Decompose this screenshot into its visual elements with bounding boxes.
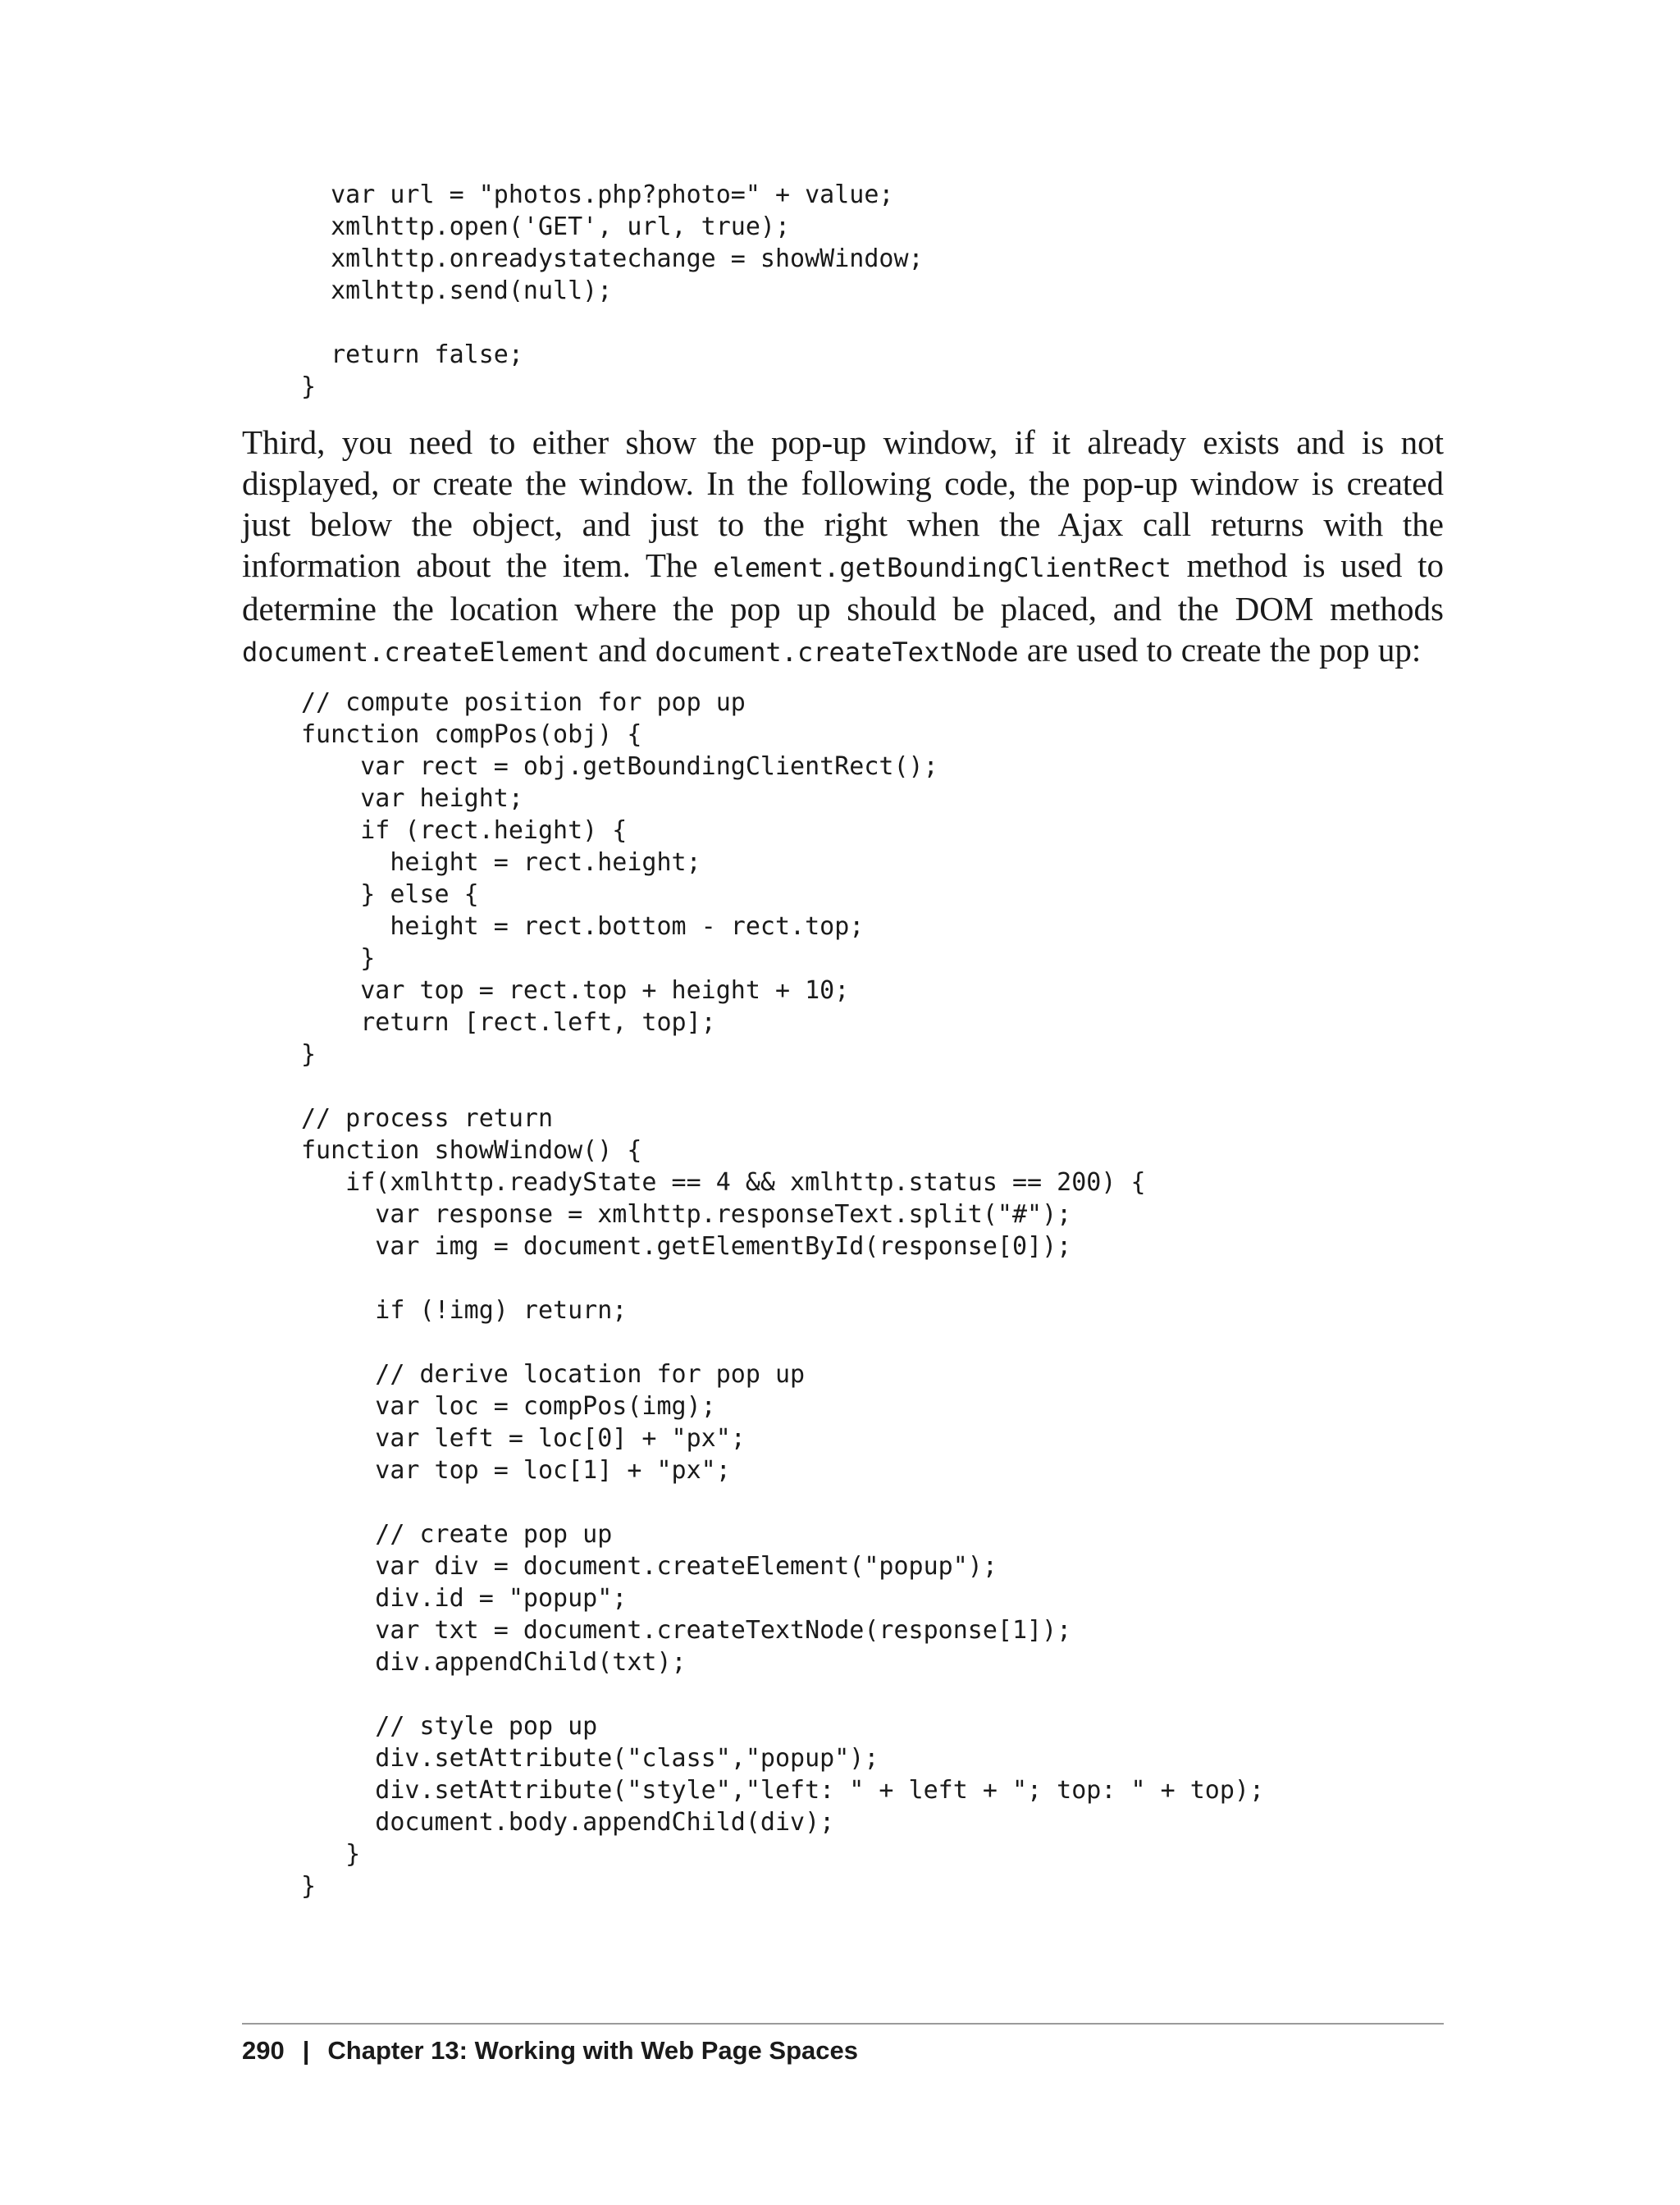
footer-divider <box>242 2023 1444 2025</box>
inline-code-getboundingclientrect: element.getBoundingClientRect <box>713 552 1171 583</box>
code-listing-main: // compute position for pop up function compPos(obj) { var rect = obj.getBoundingClientRect(); var height; if (rect.height) { height = rect.height; } else { height = rect.bottom - rect.top; } var top = rect.top + height + 10; return [rect.left, top]; } // process return function showWindow() { if(xmlhttp.readyState == 4 && xmlhttp.status == 200) { var response = xmlhttp.responseText.split("#"); var img = document.getElementById(response[0]); if (!img) return; // derive location for pop up var loc = compPos(img); var left = loc[0] + "px"; var top = loc[1] + "px"; // create pop up var div = document.createElement("popup"); div.id = "popup"; var txt = document.createTextNode(response[1]); div.appendChild(txt); // style pop up div.setAttribute("class","popup"); div.setAttribute("style","left: " + left + "; top: " + top); document.body.appendChild(div); } } <box>301 688 1264 1901</box>
code-listing-top: var url = "photos.php?photo=" + value; xmlhttp.open('GET', url, true); xmlhttp.onreadystatechange = showWindow; xmlhttp.send(null); return false; } <box>301 180 924 401</box>
inline-code-createelement: document.createElement <box>242 637 590 668</box>
page-footer <box>242 2033 858 2069</box>
inline-code-createtextnode: document.createTextNode <box>655 637 1019 668</box>
paragraph-text-1: Third, you need to either show the pop-up window, if it already exists and is not displayed, or create the window. In the following code, the pop-up window is created just below the object, and just to the right when the Ajax call returns with the information about the item. The <box>242 423 1444 584</box>
chapter-title: Chapter 13: Working with Web Page Spaces <box>327 2036 858 2065</box>
paragraph-text-3: and <box>589 631 655 669</box>
page-number: 290 <box>242 2036 285 2065</box>
paragraph-text-4: are used to create the pop up: <box>1018 631 1422 669</box>
body-paragraph <box>242 422 1444 673</box>
paragraph-text-2: method is used to determine the location where the pop up should be placed, and the DOM methods <box>242 546 1444 628</box>
footer-separator: | <box>302 2036 310 2065</box>
